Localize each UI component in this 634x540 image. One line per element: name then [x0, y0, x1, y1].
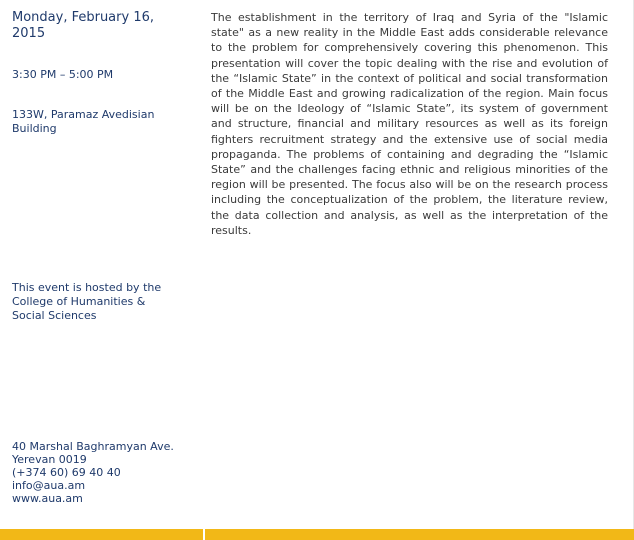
- phone-number: (+374 60) 69 40 40: [12, 466, 121, 479]
- address-line2: Yerevan 0019: [12, 453, 87, 466]
- email-link[interactable]: info@aua.am: [12, 479, 86, 492]
- event-description: The establishment in the territory of Iraq and Syria of the "Islamic state" as a new reality in the Middle East adds considerable relevance to the problem for comprehensively covering this phenomenon. This presentation will cover the topic dealing with the rise and evolution of the “Islamic State” in the context of political and social transformation of the Middle East and growing radicalization of the region. Main focus will be on the Ideology of “Islamic State”, its system of government and structure, financial and military resources as well as its foreign fighters recruitment strategy and the extensive use of social media propaganda. The problems of containing and degrading the “Islamic State” and the challenges facing ethnic and religious minorities of the region will be presented. The focus also will be on the research process including the conceptualization of the problem, the literature review, the data collection and analysis, as well as the interpretation of the results.: [211, 11, 608, 237]
- event-date: Monday, February 16, 2015: [12, 10, 154, 41]
- event-sidebar: [12, 0, 197, 540]
- event-host: This event is hosted by the College of Humanities & Social Sciences: [12, 281, 162, 322]
- contact-block: [12, 440, 192, 505]
- footer-accent-bar: [0, 529, 634, 540]
- website-link[interactable]: www.aua.am: [12, 492, 83, 505]
- event-time: 3:30 PM – 5:00 PM: [12, 68, 114, 81]
- address-line1: 40 Marshal Baghramyan Ave.: [12, 440, 174, 453]
- event-venue: 133W, Paramaz Avedisian Building: [12, 108, 155, 135]
- footer-divider: [203, 529, 205, 540]
